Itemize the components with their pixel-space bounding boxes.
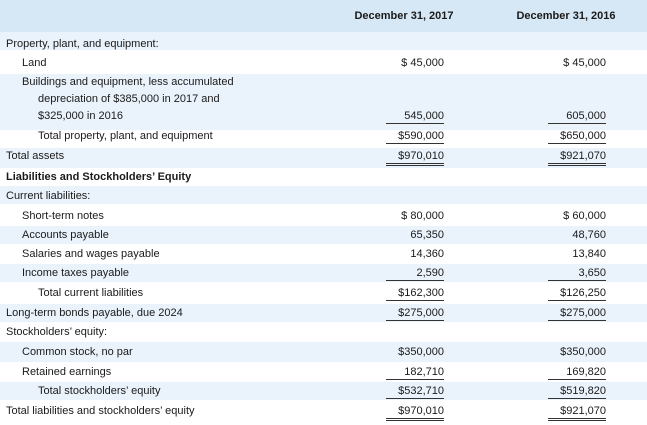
table-row bbox=[0, 207, 647, 227]
row-label: Common stock, no par bbox=[22, 346, 133, 358]
row-label: Total assets bbox=[6, 150, 65, 162]
table-row bbox=[0, 168, 647, 188]
value-2017: 182,710 bbox=[364, 366, 444, 380]
row-label: Stockholders’ equity: bbox=[6, 326, 108, 338]
value-2016: $921,070 bbox=[526, 150, 606, 166]
row-label: Income taxes payable bbox=[22, 267, 130, 279]
value-2017: $162,300 bbox=[364, 287, 444, 301]
row-label: Total current liabilities bbox=[38, 287, 144, 299]
table-row bbox=[0, 402, 647, 422]
value-2016: 605,000 bbox=[526, 110, 606, 124]
table-row bbox=[0, 323, 647, 343]
table-row bbox=[0, 147, 647, 167]
value-2016: 3,650 bbox=[526, 267, 606, 281]
row-label: Current liabilities: bbox=[6, 190, 91, 202]
row-label: depreciation of $385,000 in 2017 and bbox=[38, 93, 220, 105]
table-row bbox=[0, 264, 647, 284]
table-row bbox=[0, 35, 647, 55]
table-row bbox=[0, 363, 647, 383]
value-2016: $275,000 bbox=[526, 307, 606, 321]
section-heading: Liabilities and Stockholders’ Equity bbox=[6, 171, 192, 183]
value-2016: $126,250 bbox=[526, 287, 606, 301]
value-2017: 2,590 bbox=[364, 267, 444, 281]
col-header-2017: December 31, 2017 bbox=[354, 10, 454, 22]
value-2016: 169,820 bbox=[526, 366, 606, 380]
row-label: Buildings and equipment, less accumulated bbox=[22, 76, 234, 88]
table-row bbox=[0, 107, 647, 127]
row-label: Property, plant, and equipment: bbox=[6, 38, 159, 50]
value-2017: 545,000 bbox=[364, 110, 444, 124]
table-row bbox=[0, 127, 647, 147]
value-2017: $350,000 bbox=[398, 346, 444, 358]
row-label: Salaries and wages payable bbox=[22, 248, 160, 260]
table-row bbox=[0, 343, 647, 363]
table-row bbox=[0, 187, 647, 207]
table-row bbox=[0, 226, 647, 246]
value-2017: 65,350 bbox=[410, 229, 444, 241]
table-row bbox=[0, 382, 647, 402]
value-2016: $350,000 bbox=[560, 346, 606, 358]
value-2017: $275,000 bbox=[364, 307, 444, 321]
row-label: Total liabilities and stockholders’ equity bbox=[6, 405, 195, 417]
row-label: Land bbox=[22, 57, 47, 69]
table-row bbox=[0, 304, 647, 324]
row-label: Accounts payable bbox=[22, 229, 109, 241]
row-label: $325,000 in 2016 bbox=[38, 110, 124, 122]
value-2016: $650,000 bbox=[526, 130, 606, 144]
value-2017: $590,000 bbox=[364, 130, 444, 144]
value-2017: $970,010 bbox=[364, 405, 444, 421]
row-label: Total stockholders’ equity bbox=[38, 385, 161, 397]
value-2016: 48,760 bbox=[572, 229, 606, 241]
row-label: Retained earnings bbox=[22, 366, 112, 378]
row-label: Total property, plant, and equipment bbox=[38, 130, 213, 142]
value-2017: 14,360 bbox=[410, 248, 444, 260]
value-2017: $532,710 bbox=[364, 385, 444, 399]
row-label: Short-term notes bbox=[22, 210, 104, 222]
value-2016: $921,070 bbox=[526, 405, 606, 421]
value-2017: $970,010 bbox=[364, 150, 444, 166]
row-label: Long-term bonds payable, due 2024 bbox=[6, 307, 183, 319]
value-2016: $ 45,000 bbox=[563, 57, 606, 69]
col-header-2016: December 31, 2016 bbox=[516, 10, 616, 22]
value-2016: $519,820 bbox=[526, 385, 606, 399]
table-row bbox=[0, 245, 647, 265]
value-2016: $ 60,000 bbox=[563, 210, 606, 222]
table-row bbox=[0, 284, 647, 304]
value-2017: $ 45,000 bbox=[401, 57, 444, 69]
value-2016: 13,840 bbox=[572, 248, 606, 260]
table-row bbox=[0, 54, 647, 74]
value-2017: $ 80,000 bbox=[401, 210, 444, 222]
